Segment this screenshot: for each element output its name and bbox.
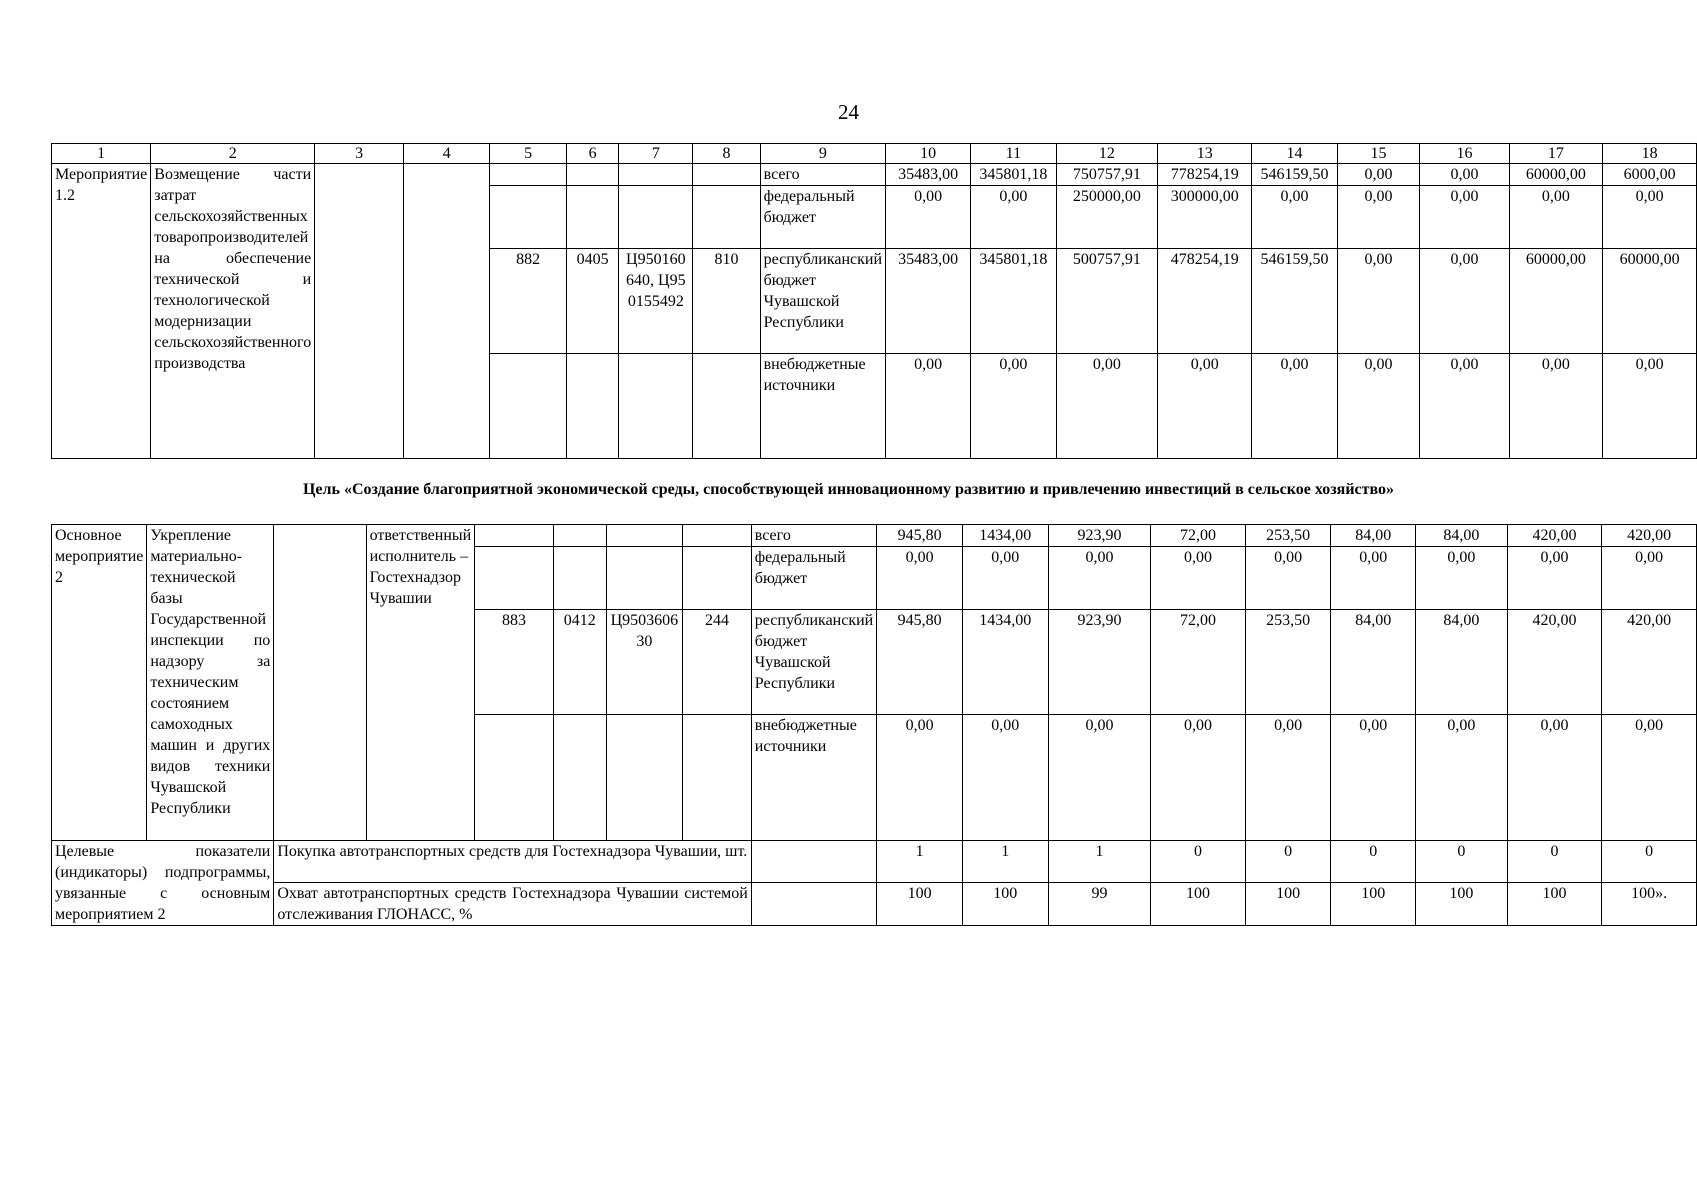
code-cell: Ц950160640, Ц950155492 <box>619 249 693 354</box>
value-cell: 0,00 <box>1245 715 1331 841</box>
value-cell: 1 <box>1048 841 1151 883</box>
header-cell: 13 <box>1158 144 1252 164</box>
empty-cell <box>475 525 554 547</box>
value-cell: 420,00 <box>1507 610 1602 715</box>
value-cell: 100 <box>1151 883 1246 926</box>
value-cell: 0,00 <box>1603 354 1697 459</box>
indicators-label: Целевые показатели (индикаторы) подпрограммы, увязанные с основным мероприятием 2 <box>52 841 274 926</box>
empty-cell <box>553 525 606 547</box>
table-row <box>52 164 1697 186</box>
value-cell: 0,00 <box>1420 164 1509 186</box>
value-cell: 100 <box>962 883 1048 926</box>
value-cell: 0,00 <box>1507 715 1602 841</box>
value-cell: 100». <box>1602 883 1697 926</box>
value-cell: 0,00 <box>1602 547 1697 610</box>
value-cell: 84,00 <box>1331 610 1416 715</box>
value-cell: 1434,00 <box>962 610 1048 715</box>
value-cell: 100 <box>877 883 963 926</box>
funding-source: федеральный бюджет <box>751 547 876 610</box>
value-cell: 0,00 <box>1337 354 1420 459</box>
value-cell: 0,00 <box>877 547 963 610</box>
value-cell: 0,00 <box>1048 547 1151 610</box>
value-cell: 0,00 <box>1509 186 1603 249</box>
header-cell: 7 <box>619 144 693 164</box>
value-cell: 420,00 <box>1602 610 1697 715</box>
empty-cell <box>619 164 693 186</box>
value-cell: 0 <box>1507 841 1602 883</box>
funding-table-bottom <box>51 524 1697 926</box>
value-cell: 345801,18 <box>971 164 1056 186</box>
value-cell: 0,00 <box>1603 186 1697 249</box>
value-cell: 0 <box>1151 841 1246 883</box>
empty-cell <box>490 186 567 249</box>
value-cell: 0,00 <box>1252 354 1337 459</box>
code-cell: 883 <box>475 610 554 715</box>
value-cell: 0,00 <box>1252 186 1337 249</box>
empty-cell <box>619 186 693 249</box>
empty-cell <box>404 164 490 459</box>
value-cell: 0,00 <box>1420 354 1509 459</box>
header-cell: 18 <box>1603 144 1697 164</box>
value-cell: 1434,00 <box>962 525 1048 547</box>
value-cell: 0,00 <box>1602 715 1697 841</box>
empty-cell <box>606 715 682 841</box>
empty-cell <box>475 715 554 841</box>
value-cell: 0,00 <box>886 186 971 249</box>
empty-cell <box>606 525 682 547</box>
value-cell: 0,00 <box>1509 354 1603 459</box>
value-cell: 420,00 <box>1602 525 1697 547</box>
value-cell: 253,50 <box>1245 525 1331 547</box>
header-cell: 10 <box>886 144 971 164</box>
value-cell: 0,00 <box>1056 354 1158 459</box>
empty-cell <box>751 883 876 926</box>
funding-table-top <box>51 143 1697 459</box>
code-cell: 0412 <box>553 610 606 715</box>
header-cell: 11 <box>971 144 1056 164</box>
value-cell: 0 <box>1331 841 1416 883</box>
value-cell: 500757,91 <box>1056 249 1158 354</box>
indicator-name: Покупка автотранспортных средств для Гостехнадзора Чувашии, шт. <box>274 841 751 883</box>
value-cell: 35483,00 <box>886 164 971 186</box>
empty-cell <box>315 164 404 459</box>
value-cell: 478254,19 <box>1158 249 1252 354</box>
empty-cell <box>553 715 606 841</box>
header-cell: 12 <box>1056 144 1158 164</box>
value-cell: 0,00 <box>971 186 1056 249</box>
value-cell: 84,00 <box>1416 610 1508 715</box>
header-cell: 16 <box>1420 144 1509 164</box>
value-cell: 778254,19 <box>1158 164 1252 186</box>
value-cell: 84,00 <box>1331 525 1416 547</box>
header-cell: 4 <box>404 144 490 164</box>
activity-name: Основное мероприятие 2 <box>52 525 147 841</box>
value-cell: 0,00 <box>1337 164 1420 186</box>
value-cell: 0,00 <box>971 354 1056 459</box>
value-cell: 945,80 <box>877 525 963 547</box>
goal-heading: Цель «Создание благоприятной экономической среды, способствующей инновационному развитию и привлечению инвестиций в сельское хозяйство» <box>302 481 1395 498</box>
empty-cell <box>566 186 618 249</box>
empty-cell <box>606 547 682 610</box>
funding-source: республиканский бюджет Чувашской Республики <box>760 249 885 354</box>
empty-cell <box>683 525 752 547</box>
value-cell: 923,90 <box>1048 610 1151 715</box>
value-cell: 0,00 <box>1245 547 1331 610</box>
value-cell: 99 <box>1048 883 1151 926</box>
value-cell: 100 <box>1331 883 1416 926</box>
value-cell: 60000,00 <box>1509 164 1603 186</box>
empty-cell <box>566 354 618 459</box>
header-row <box>52 144 1697 164</box>
value-cell: 0,00 <box>1416 547 1508 610</box>
empty-cell <box>490 354 567 459</box>
value-cell: 0,00 <box>1158 354 1252 459</box>
value-cell: 6000,00 <box>1603 164 1697 186</box>
indicator-row <box>52 841 1697 883</box>
funding-source: внебюджетные источники <box>760 354 885 459</box>
value-cell: 0,00 <box>1151 715 1246 841</box>
code-cell: 0405 <box>566 249 618 354</box>
code-cell: Ц950360630 <box>606 610 682 715</box>
value-cell: 0,00 <box>962 715 1048 841</box>
page-number: 24 <box>838 100 859 124</box>
empty-cell <box>274 525 366 841</box>
empty-cell <box>683 715 752 841</box>
header-cell: 15 <box>1337 144 1420 164</box>
value-cell: 1 <box>962 841 1048 883</box>
value-cell: 1 <box>877 841 963 883</box>
empty-cell <box>693 354 760 459</box>
value-cell: 100 <box>1507 883 1602 926</box>
value-cell: 100 <box>1416 883 1508 926</box>
value-cell: 420,00 <box>1507 525 1602 547</box>
header-cell: 5 <box>490 144 567 164</box>
value-cell: 0,00 <box>1331 715 1416 841</box>
empty-cell <box>619 354 693 459</box>
header-cell: 17 <box>1509 144 1603 164</box>
table-row <box>52 525 1697 547</box>
value-cell: 546159,50 <box>1252 164 1337 186</box>
value-cell: 923,90 <box>1048 525 1151 547</box>
header-cell: 9 <box>760 144 885 164</box>
value-cell: 60000,00 <box>1603 249 1697 354</box>
value-cell: 0,00 <box>1420 186 1509 249</box>
activity-description: Возмещение части затрат сельскохозяйственных товаропроизводителей на обеспечение технической и технологической модернизации сельскохозяйственного производства <box>151 164 315 459</box>
value-cell: 750757,91 <box>1056 164 1158 186</box>
header-cell: 8 <box>693 144 760 164</box>
funding-source: всего <box>760 164 885 186</box>
value-cell: 0,00 <box>1151 547 1246 610</box>
value-cell: 35483,00 <box>886 249 971 354</box>
value-cell: 250000,00 <box>1056 186 1158 249</box>
value-cell: 0 <box>1602 841 1697 883</box>
value-cell: 0,00 <box>1416 715 1508 841</box>
empty-cell <box>751 841 876 883</box>
funding-source: всего <box>751 525 876 547</box>
header-cell: 1 <box>52 144 151 164</box>
value-cell: 345801,18 <box>971 249 1056 354</box>
value-cell: 0,00 <box>1337 186 1420 249</box>
empty-cell <box>693 186 760 249</box>
value-cell: 0,00 <box>1507 547 1602 610</box>
value-cell: 100 <box>1245 883 1331 926</box>
value-cell: 253,50 <box>1245 610 1331 715</box>
header-cell: 6 <box>566 144 618 164</box>
code-cell: 244 <box>683 610 752 715</box>
header-cell: 14 <box>1252 144 1337 164</box>
code-cell: 882 <box>490 249 567 354</box>
funding-source: республиканский бюджет Чувашской Республики <box>751 610 876 715</box>
indicator-row <box>52 883 1697 926</box>
value-cell: 72,00 <box>1151 610 1246 715</box>
empty-cell <box>693 164 760 186</box>
value-cell: 0,00 <box>1337 249 1420 354</box>
value-cell: 300000,00 <box>1158 186 1252 249</box>
value-cell: 0,00 <box>877 715 963 841</box>
code-cell: 810 <box>693 249 760 354</box>
value-cell: 0,00 <box>886 354 971 459</box>
responsible-executor: ответственный исполнитель – Гостехнадзор Чувашии <box>366 525 475 841</box>
value-cell: 72,00 <box>1151 525 1246 547</box>
empty-cell <box>566 164 618 186</box>
value-cell: 546159,50 <box>1252 249 1337 354</box>
empty-cell <box>475 547 554 610</box>
funding-source: внебюджетные источники <box>751 715 876 841</box>
value-cell: 0 <box>1416 841 1508 883</box>
value-cell: 945,80 <box>877 610 963 715</box>
value-cell: 0,00 <box>1420 249 1509 354</box>
empty-cell <box>553 547 606 610</box>
value-cell: 0,00 <box>1048 715 1151 841</box>
empty-cell <box>490 164 567 186</box>
activity-description: Укрепление материально-технической базы Государственной инспекции по надзору за техническим состоянием самоходных машин и других видов техники Чувашской Республики <box>147 525 274 841</box>
value-cell: 0,00 <box>962 547 1048 610</box>
header-cell: 3 <box>315 144 404 164</box>
empty-cell <box>683 547 752 610</box>
value-cell: 84,00 <box>1416 525 1508 547</box>
value-cell: 60000,00 <box>1509 249 1603 354</box>
header-cell: 2 <box>151 144 315 164</box>
indicator-name: Охват автотранспортных средств Гостехнадзора Чувашии системой отслеживания ГЛОНАСС, % <box>274 883 751 926</box>
activity-name: Мероприятие 1.2 <box>52 164 151 459</box>
value-cell: 0,00 <box>1331 547 1416 610</box>
funding-source: федеральный бюджет <box>760 186 885 249</box>
value-cell: 0 <box>1245 841 1331 883</box>
